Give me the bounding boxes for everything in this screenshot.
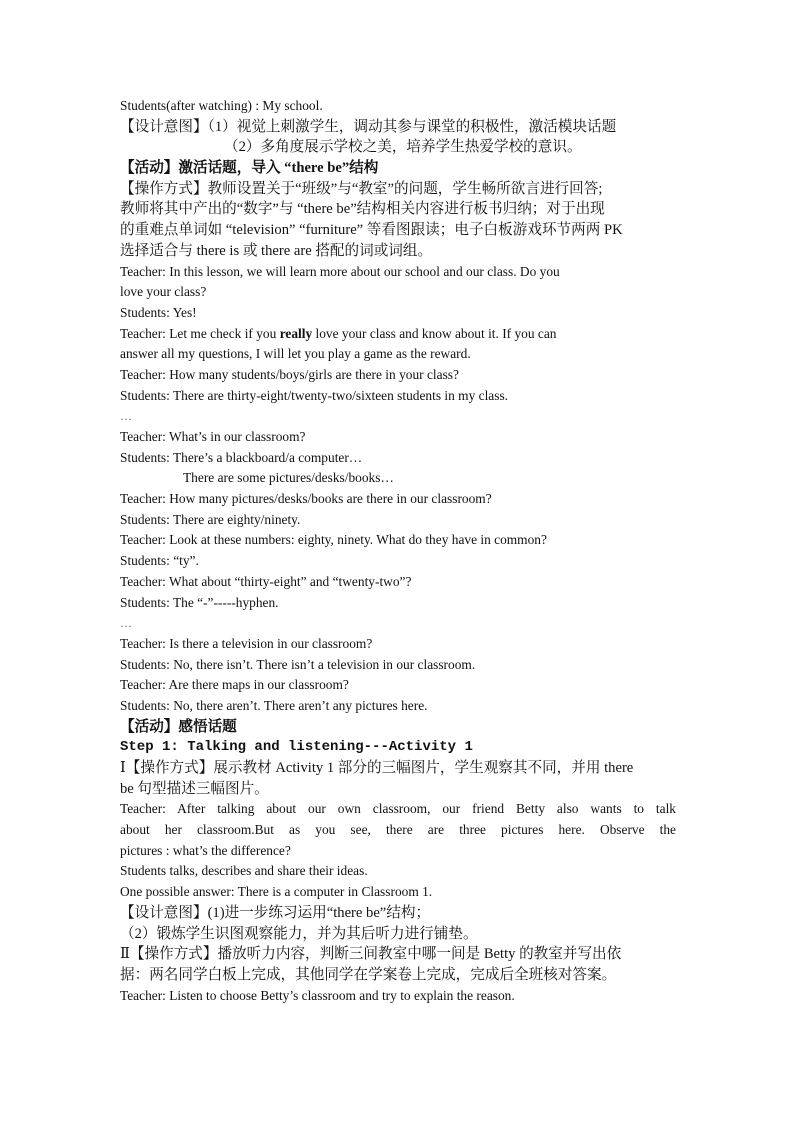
dialogue-text: Teacher: Let me check if you xyxy=(120,325,277,341)
dialogue-line: Students: There are thirty-eight/twenty-two/sixteen students in my class. xyxy=(120,387,509,403)
design-intent-line: （2）多角度展示学校之美，培养学生热爱学校的意识。 xyxy=(224,139,582,156)
dialogue-line: Teacher: How many pictures/desks/books are there in our classroom? xyxy=(120,491,492,507)
design-intent-line: 【设计意图】(1)进一步练习运用“there be”结构； xyxy=(120,904,431,921)
dialogue-text: love your class and know about it. If you can xyxy=(312,325,557,341)
operation-line: 据：两名同学白板上完成，其他同学在学案卷上完成，完成后全班核对答案。 xyxy=(120,966,617,983)
dialogue-line: pictures : what’s the difference? xyxy=(120,842,291,858)
operation-line: 的重难点单词如 “television” “furniture” 等看图跟读；电子白板游戏环节两两 PK xyxy=(120,222,623,239)
dialogue-line: One possible answer: There is a computer in Classroom 1. xyxy=(120,884,433,900)
dialogue-line: Students: Yes! xyxy=(120,304,197,320)
dialogue-line: about her classroom.But as you see, there are three pictures here. Observe the xyxy=(120,822,676,838)
operation-line: Ⅰ【操作方式】展示教材 Activity 1 部分的三幅图片，学生观察其不同，并用 there xyxy=(120,760,634,776)
dialogue-line: Students: No, there isn’t. There isn’t a television in our classroom. xyxy=(120,656,476,672)
dialogue-line: Students: There’s a blackboard/a computer… xyxy=(120,449,363,465)
dialogue-line: Students: “ty”. xyxy=(120,553,199,569)
operation-line: 【操作方式】教师设置关于“班级”与“教室”的问题，学生畅所欲言进行回答; xyxy=(120,180,603,197)
dialogue-line: Teacher: In this lesson, we will learn more about our school and our class. Do you xyxy=(120,263,560,279)
dialogue-line xyxy=(120,324,676,345)
step-heading: Step 1: Talking and listening---Activity 1 xyxy=(120,739,473,756)
dialogue-line: Teacher: Listen to choose Betty’s classroom and try to explain the reason. xyxy=(120,987,515,1003)
dialogue-line: Teacher: Is there a television in our classroom? xyxy=(120,635,373,651)
dialogue-line: Students: The “-”-----hyphen. xyxy=(120,594,279,610)
design-intent-line: （2）锻炼学生识图观察能力，并为其后听力进行铺垫。 xyxy=(120,925,478,942)
dialogue-line: Students talks, describes and share their ideas. xyxy=(120,863,368,879)
dialogue-line: Teacher: How many students/boys/girls are there in your class? xyxy=(120,366,459,382)
design-intent-line: 【设计意图】（1）视觉上刺激学生，调动其参与课堂的积极性，激活模块话题 xyxy=(120,118,617,135)
operation-line: 教师将其中产出的“数字”与 “there be”结构相关内容进行板书归纳；对于出现 xyxy=(120,201,605,218)
activity-heading: 【活动】感悟话题 xyxy=(120,718,237,735)
ellipsis-line: … xyxy=(120,409,132,424)
ellipsis-line: … xyxy=(120,616,132,631)
dialogue-line: Students: There are eighty/ninety. xyxy=(120,511,301,527)
dialogue-line: Teacher: What about “thirty-eight” and “twenty-two”? xyxy=(120,573,412,589)
emphasis-text: really xyxy=(279,325,313,341)
dialogue-line: Teacher: After talking about our own classroom, our friend Betty also wants to talk xyxy=(120,801,676,817)
operation-line: Ⅱ【操作方式】播放听力内容，判断三间教室中哪一间是 Betty 的教室并写出依 xyxy=(120,946,622,963)
dialogue-line: There are some pictures/desks/books… xyxy=(183,470,394,486)
activity-heading: 【活动】激活话题，导入 “there be”结构 xyxy=(120,160,379,177)
dialogue-line: Teacher: What’s in our classroom? xyxy=(120,429,306,444)
dialogue-line: Students: No, there aren’t. There aren’t any pictures here. xyxy=(120,697,428,713)
dialogue-line: Teacher: Look at these numbers: eighty, ninety. What do they have in common? xyxy=(120,532,547,548)
operation-line: be 句型描述三幅图片。 xyxy=(120,780,269,797)
dialogue-line: answer all my questions, I will let you play a game as the reward. xyxy=(120,346,471,362)
operation-line: 选择适合与 there is 或 there are 搭配的词或词组。 xyxy=(120,242,433,259)
dialogue-line: Teacher: Are there maps in our classroom? xyxy=(120,677,349,693)
dialogue-line: love your class? xyxy=(120,284,207,300)
text-line: Students(after watching) : My school. xyxy=(120,98,323,113)
document-page xyxy=(120,96,676,1006)
